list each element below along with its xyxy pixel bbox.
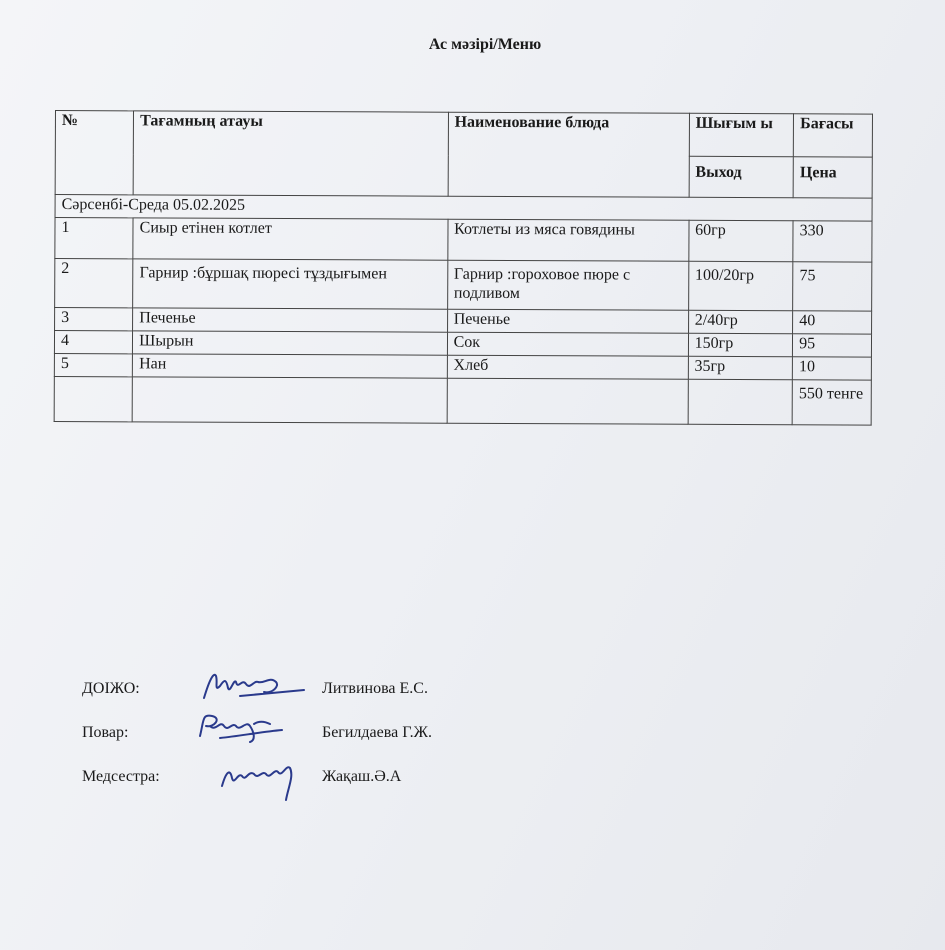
signature-name: Литвинова Е.С. bbox=[322, 680, 428, 697]
row-name-kz: Печенье bbox=[133, 308, 448, 332]
row-num: 3 bbox=[55, 308, 133, 331]
signature-role: Повар: bbox=[82, 724, 129, 741]
empty-cell bbox=[447, 378, 688, 424]
header-num: № bbox=[55, 111, 134, 195]
page-title: Ас мәзірі/Меню bbox=[428, 36, 542, 53]
row-num: 2 bbox=[55, 259, 133, 308]
row-name-kz: Нан bbox=[133, 354, 448, 378]
empty-cell bbox=[688, 379, 793, 424]
row-yield: 100/20гр bbox=[688, 261, 793, 310]
row-name-kz: Гарнир :бұршақ пюресі тұздығымен bbox=[133, 259, 448, 309]
handwritten-signature-icon bbox=[200, 668, 310, 704]
menu-table bbox=[54, 110, 873, 426]
header-yield-ru: Выход bbox=[689, 156, 794, 197]
header-name-ru: Наименование блюда bbox=[448, 112, 689, 197]
table-header-row bbox=[55, 111, 872, 158]
row-num: 5 bbox=[54, 353, 132, 376]
row-name-ru: Хлеб bbox=[447, 355, 688, 379]
signature-role: ДОІЖО: bbox=[82, 680, 140, 697]
row-yield: 60гр bbox=[689, 220, 794, 261]
row-name-ru: Сок bbox=[447, 332, 688, 356]
row-name-kz: Шырын bbox=[133, 331, 448, 355]
table-row bbox=[55, 218, 872, 263]
empty-cell bbox=[54, 376, 132, 421]
row-price: 40 bbox=[793, 311, 872, 334]
row-name-kz: Сиыр етінен котлет bbox=[133, 218, 448, 260]
row-num: 1 bbox=[55, 218, 133, 259]
total-row bbox=[54, 376, 871, 425]
header-price-ru: Цена bbox=[793, 157, 872, 198]
signature-role: Медсестра: bbox=[82, 768, 160, 785]
header-name-kz: Тағамның атауы bbox=[133, 111, 448, 196]
row-price: 95 bbox=[793, 334, 872, 357]
signature-name: Бегилдаева Г.Ж. bbox=[322, 724, 432, 741]
row-name-ru: Печенье bbox=[447, 309, 688, 333]
row-yield: 2/40гр bbox=[688, 310, 793, 333]
total-price: 550 тенге bbox=[792, 380, 871, 425]
signature-name: Жақаш.Ә.А bbox=[322, 768, 402, 785]
handwritten-signature-icon bbox=[190, 710, 290, 746]
empty-cell bbox=[132, 377, 447, 423]
row-yield: 150гр bbox=[688, 333, 793, 356]
row-name-ru: Котлеты из мяса говядины bbox=[448, 219, 689, 261]
day-label: Сәрсенбі-Среда 05.02.2025 bbox=[55, 195, 872, 222]
row-price: 10 bbox=[793, 357, 872, 380]
row-num: 4 bbox=[54, 331, 132, 354]
handwritten-signature-icon bbox=[216, 758, 306, 802]
row-price: 330 bbox=[793, 221, 872, 262]
header-price-kz: Бағасы bbox=[793, 114, 872, 157]
row-yield: 35гр bbox=[688, 356, 793, 379]
row-name-ru: Гарнир :гороховое пюре с подливом bbox=[447, 260, 688, 310]
header-yield-kz: Шығым ы bbox=[689, 113, 794, 156]
row-price: 75 bbox=[793, 262, 872, 311]
table-row bbox=[55, 259, 872, 312]
